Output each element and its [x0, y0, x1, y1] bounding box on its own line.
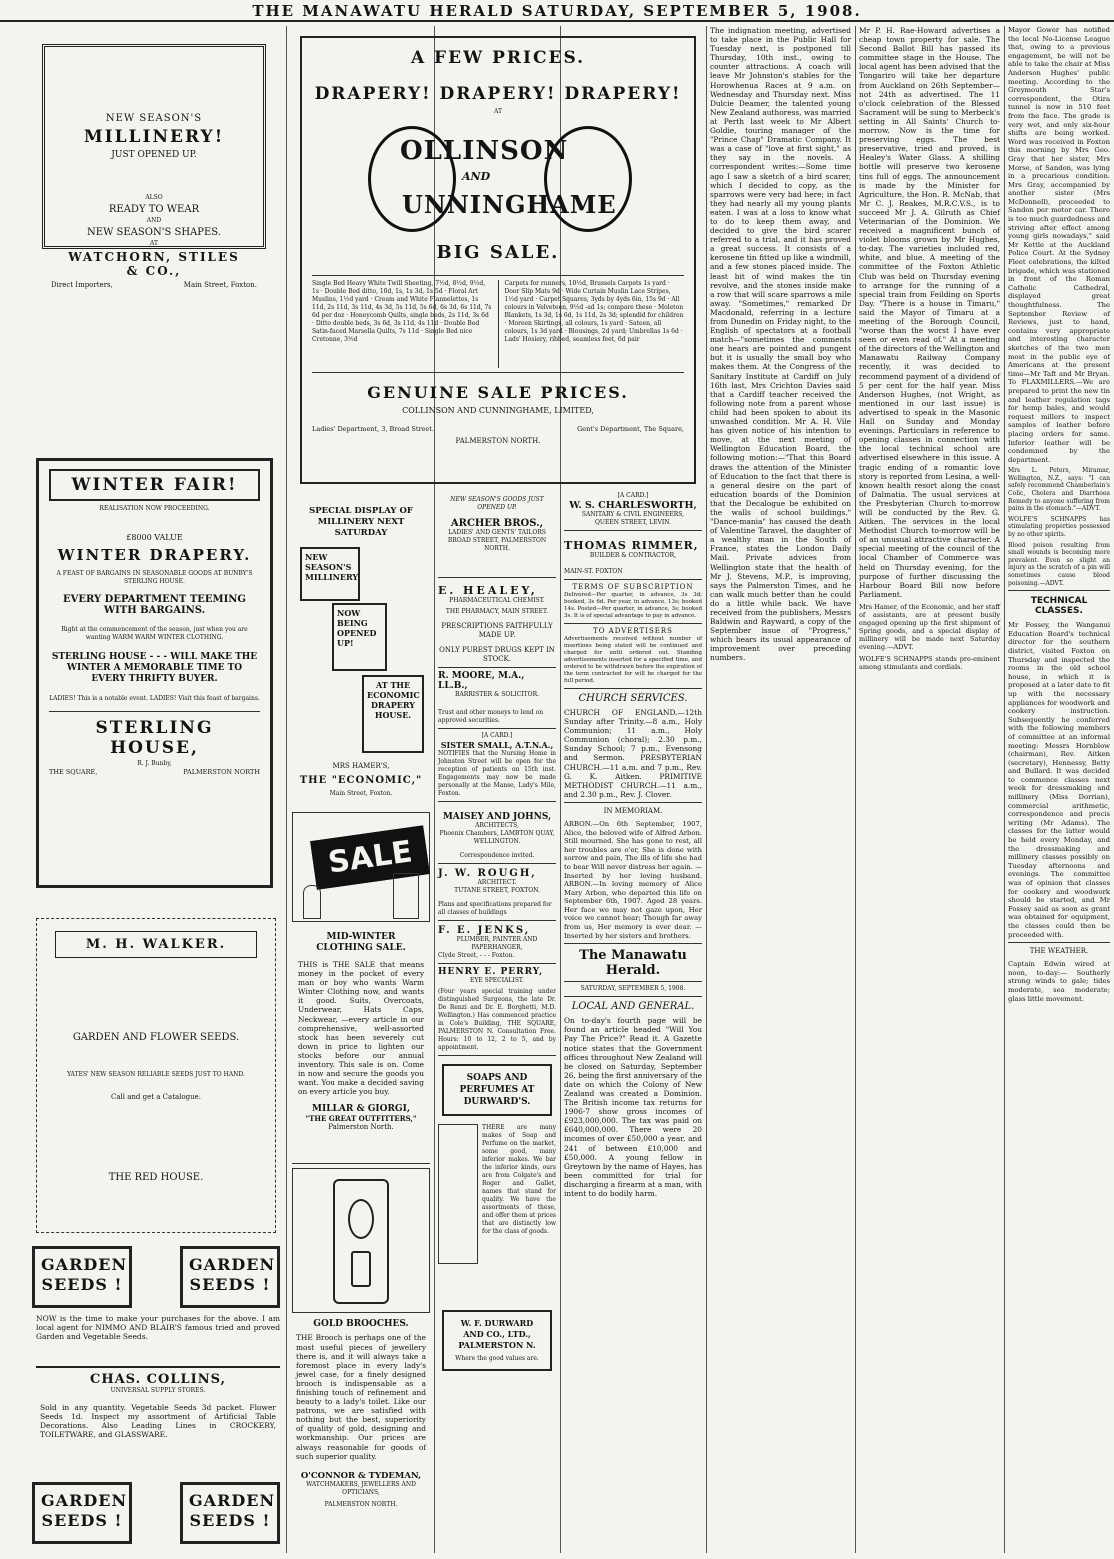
column-4: [A CARD.] W. S. CHARLESWORTH, SANITARY & CIVIL ENGINEERS, QUEEN STREET, LEVIN. THOMAS RIMMER, BUILDER & CONTRACTOR, MAIN-ST. FOXTON TERMS OF SUBSCRIPTION Delivered—Per quarter, in advance, 3s 3d; booked, 3s 6d. Per year, in advance, 13s; booked 14s. Posted—Per quarter, in advance, 3s; booked 3s. It is of special advantage to pay in advance. TO ADVERTISERS Advertisements received without number of insertions being stated will be continued and charged for until ordered out. Standing advertisements inserted for a specified time, and ordered to be withdrawn before the expiration of the term contracted for will be charged for the full period. CHURCH SERVICES. CHURCH OF ENGLAND.—12th Sunday after Trinity.—8 a.m., Holy Communion; 11 a.m., Holy Communion (choral); 2.30 p.m., Sunday School; 7 p.m., Evensong and Sermon. PRESBYTERIAN CHURCH.—11 a.m. and 7 p.m., Rev. G. K. Aitken. PRIMITIVE METHODIST CHURCH.—11 a.m., and 2.30 p.m., Rev. J. Clover. IN MEMORIAM. ARBON.—On 6th September, 1907, Alice, the beloved wife of Alfred Arbon. Still mourned. She has gone to rest, all her troubles are o'er, She is done with sorrow and pain, The ills of life she had to bear Will never distress her again. —Inserted by her loving husband. ARBON.—In loving memory of Alice Mary Arbon, who departed this life on September 6th, 1907. Aged 28 years. Her face we may not gaze upon, Her voice we cannot hear; Though far away from us, Her memory is ever dear. —Inserted by her sisters and brothers. The Manawatu Herald. SATURDAY, SEPTEMBER 5, 1908. LOCAL AND GENERAL. On to-day's fourth page will be found an article headed "Will You Pay The Price?" Read it. A Gazette notice states that the Government offices throughout New Zealand will be closed on Saturday, September 26, being the first anniversary of the date on which the Colony of New Zealand was created a Dominion. The British income tax returns for 1906-7 show gross incomes of £923,000,000. The tax was paid on £640,000,000. There were 20 incomes of over £50,000 a year, and 241 of between £10,000 and £50,000. A young fellow in Greytown by the name of Hayes, has been committed for trial for discharging a firearm at a man, with intent to do bodily harm. — [564, 492, 702, 1199]
advertiser-name: MILLAR & GIORGI, — [312, 1104, 410, 1115]
ad-line: AT — [149, 240, 158, 247]
ladder-sketch — [393, 873, 419, 919]
garden-seeds-text: NOW is the time to make your purchases for the above. I am local agent for NIMMO AND BLAIR'S famous tried and proved Garden and Vegetable Seeds. — [36, 1314, 280, 1341]
ad-text: (Four years special training under distinguished Surgeons, the late Dr. De Renzi and Dr. E. Borghetti, M.D. Wellington.) Has commenced practice in Cole's Building, THE SQUARE, PALMERSTON N. Consultation Free. Hours: 10 to 12, 2 to 5, and by appointment. — [438, 988, 556, 1051]
ad-line: PALMERSTON NORTH. — [324, 1500, 398, 1508]
firm-name-bottom: UNNINGHAME — [402, 190, 617, 219]
ad-line: COLLINSON AND CUNNINGHAME, LIMITED, — [402, 406, 594, 415]
section-heading: THE WEATHER. — [1029, 947, 1089, 956]
garden-seeds-box — [180, 1482, 280, 1544]
column-rule — [706, 26, 707, 1553]
ad-line: A FEAST OF BARGAINS IN SEASONABLE GOODS AT BUNBY'S STERLING HOUSE. — [56, 570, 253, 585]
ad-headline: GARDEN SEEDS ! — [189, 1255, 276, 1294]
newspaper-title: The Manawatu Herald. — [579, 948, 687, 979]
ad-line: THE RED HOUSE. — [108, 1172, 204, 1183]
technical-text: Mr Fossey, the Wanganui Education Board's technical director for the southern district, visited Foxton on Thursday and inspected the rooms in the old school house, in which it is proposed at a later date to fit up with the necessary appliances for woodwork and cookery instruction. Subsequently he conferred with the following members of committee at an informal meeting: Messrs Hornblow (chairman), Rev. Aitken (secretary), Hennessy, Betty and Bullard. It was decided to commence classes next week for dressmaking and millinery (Miss Dorrian), commercial arithmetic, correspondence and precis writing (Mr Adams). The classes for the latter would be held every Monday, and the dressmaking and millinery classes possibly on Tuesday afternoons and evenings. The committee was of opinion that classes for cookery and woodwork should be started, and Mr Fossey said as soon as grant was obtained for equipment, the classes could then be proceeded with. — [1008, 621, 1110, 939]
ad-line: STERLING HOUSE - - - WILL MAKE THE WINTER A MEMORABLE TIME TO EVERY THRIFTY BUYER. — [51, 652, 258, 684]
section-heading: IN MEMORIAM. — [603, 806, 663, 815]
ad-line: Right at the commencement of the season, just when you are wanting WARM WARM WINTER CLOTHING. — [61, 626, 248, 641]
ad-line: PHARMACEUTICAL CHEMIST. — [449, 597, 545, 604]
advertiser-name: F. E. JENKS, — [438, 925, 531, 936]
advt-text: Mrs L. Peters, Miramar, Wellington, N.Z., says: "I can safely recommend Chamberlain's Colic, Cholera and Diarrhoea Remedy to anyone suffering from pains in the stomach."—ADVT. — [1008, 467, 1110, 513]
ad-line: EVERY DEPARTMENT TEEMING WITH BARGAINS. — [63, 594, 246, 616]
ad-line: ARCHITECTS, — [475, 822, 519, 829]
ad-line: Clyde Street, - - - Foxton. — [438, 952, 515, 959]
ad-line: "THE GREAT OUTFITTERS," — [305, 1114, 417, 1124]
church-text: CHURCH OF ENGLAND.—12th Sunday after Trinity.—8 a.m., Holy Communion; 11 a.m., Holy Communion (choral); 2.30 p.m., Sunday School; 7 p.m., Evensong and Sermon. PRESBYTERIAN CHURCH.—11 a.m. and 7 p.m., Rev. G. K. Aitken. PRIMITIVE METHODIST CHURCH.—11 a.m., and 2.30 p.m., Rev. J. Clover. — [564, 708, 702, 799]
ad-headline: BIG SALE. — [436, 242, 560, 263]
news-text: The indignation meeting, advertised to take place in the Public Hall for Tuesday next, is postponed till Thursday, 10th inst., owing to counter attractions. A coach will leave Mr Johnston's stables for the Horowhenua Races at 9 a.m. on Wednesday and Thursday next. Miss Dulcie Deamer, the talented young New Zealand authoress, was married at Perth last week to Mr Albert Goldie, touring manager of the "Prince Chap" Dramatic Company. It was a case of "love at first sight," as they say in the novels. A correspondent writes:—Some time ago I saw a sketch of a bird scarer, which I decided to copy, as the sparrows were very bad here; in fact they had nearly all my young plants eaten. I was at a loss to know what to do to keep them away, and decided to give the bird scarer referred to a trial, and it has proved a great success. It consists of a kerosene tin fitted up like a windmill, and a few stones placed inside. The least bit of wind makes the tin revolve, and the stones inside make a row that will scare sparrows a mile away. "Sometimes," remarked Dr Macdonald, referring in a lecture from Dunedin on Friday night, to the English of spectators at a football match—"sometimes the comments one hears are pointed and pungent but it is usually the small boy who makes them. At the Congress of the Sanitary Institute at Cardiff on July 16th last, Mrs Crichton Davies said that a Cardiff teacher received the following note from a parent whose child had been spoken to about its unwashed condition. Mr A. H. Vile has given notice of his intention to move, at the next meeting of Wellington Education Board, the following motion:—"That this Board draws the attention of the Minister of Education to the fact that there is a general desire on the part of education boards of the Dominion that the Decalogue be exhibited on the walls of school buildings." "Dance-mania" has caused the death of Valentine Taravel, the daughter of a wealthy man in the South of France, states the London Daily Mail. Private advices from Wellington state that the health of Mr J. Stevens, M.P., is improving, says the Palmerston Times, and he can walk much better than he could do a little while back. We have received from the publishers, Messrs Baldwin and Rayward, a copy of the September issue of "Progress," which bears its usual appearance of improvement over preceding numbers. — [710, 26, 851, 663]
ad-text: THE Brooch is perhaps one of the most useful pieces of jewellery there is, and it will always take a foremost place in every lady's jewel case, for a finely designed brooch is indispensable as a finishing touch of refinement and beauty to a lady's toilet. Like our patrons, we are satisfied with nothing but the best, superiority of quality of gold, designing and workmanship. Our prices are always reasonable for goods of such superior quality. — [296, 1333, 426, 1461]
sale-illustration — [292, 812, 430, 922]
garden-seeds-box — [180, 1246, 280, 1308]
ad-line: REALISATION NOW PROCEEDING. — [99, 505, 210, 512]
durward-box — [442, 1310, 552, 1371]
ad-headline: SPECIAL DISPLAY OF MILLINERY NEXT SATURDAY — [309, 506, 413, 538]
ad-headline: DRAPERY! DRAPERY! DRAPERY! — [314, 84, 682, 104]
column-7 — [1008, 26, 1110, 1555]
ad-headline: GARDEN SEEDS ! — [41, 1255, 128, 1294]
ad-line: £8000 VALUE — [126, 533, 183, 542]
advertiser-name: STERLING HOUSE, — [95, 718, 214, 758]
now-opened-box: NOW BEING OPENED UP! — [332, 603, 387, 671]
issue-date: SATURDAY, SEPTEMBER 5, 1908. — [580, 985, 686, 993]
column-5 — [710, 26, 851, 1555]
ad-line: WATCHMAKERS, JEWELLERS AND OPTICIANS, — [306, 1480, 416, 1496]
advertiser-name: HENRY E. PERRY, — [438, 967, 544, 977]
ad-line: AND — [146, 217, 162, 224]
firm-name-top: OLLINSON — [400, 136, 569, 166]
advertiser-name: R. MOORE, M.A., LL.B., — [438, 671, 525, 691]
ad-headline: WINTER DRAPERY. — [57, 546, 252, 564]
section-heading: CHURCH SERVICES. — [578, 693, 688, 704]
advertisers-text: Advertisements received without number of insertions being stated will be continued and charged for until ordered out. Standing advertisements inserted for a specified time, and ordered to be withdrawn before the expiration of the term contracted for will be charged for the full period. — [564, 636, 702, 684]
ad-line: Where the good values are. — [455, 1355, 539, 1362]
news-text: Mayor Gower has notified the local No-License League that, owing to a previous engagement, he will not be able to take the chair at Miss Anderson Hughes' public meeting. According to the Greymouth Star's correspondent, the Otira tunnel is now in 510 feet from the face. The grade is very wet, and only six-hour shifts are being worked. Word was received in Foxton this morning by Mrs Geo. Gray that her sister, Mrs Morse, of Sandon, was lying in a precarious condition. Mrs Gray, accompanied by another sister (Mrs McDonnell), proceeded to Sandon per motor car. There is too much guardedness and striving after effect among young girls nowadays," said Mr Kettle at the Auckland Police Court. At the Sydney Fleet celebrations, the kilted brigade, which was stationed in front of the Roman Catholic Cathedral, displayed great thoughtfulness. The September Review of Reviews, just to hand, contains very appropriate and interesting character sketches of the two men most in the public eye of Americans at the present time—Mr Taft and Mr Bryan. To FLAXMILLERS.—We are prepared to print the new tin and leather regulation tags for hemp bales, and would request millers to inspect samples of leather before placing orders for same. Inferior leather will be condemned by the department. — [1008, 26, 1110, 464]
ad-line: THE PHARMACY, MAIN STREET. — [445, 608, 549, 615]
bunby-winter-fair-ad — [36, 458, 273, 888]
advertiser-name: M. H. WALKER. — [85, 937, 227, 952]
advertiser-name: O'CONNOR & TYDEMAN, — [300, 1470, 422, 1481]
advertiser-name: J. W. ROUGH, — [438, 868, 537, 879]
ad-line: BROAD STREET, PALMERSTON NORTH. — [447, 537, 547, 552]
column-3 — [438, 490, 556, 1555]
ad-line: TUTANE STREET, FOXTON. — [454, 887, 540, 894]
ad-line: AT — [493, 108, 502, 115]
ad-headline: GENUINE SALE PRICES. — [367, 383, 629, 402]
ad-line: PALMERSTON NORTH. — [455, 437, 541, 445]
advt-text: WOLFE'S SCHNAPPS has stimulating properties possessed by no other spirits. — [1008, 515, 1110, 539]
ad-line: LADIES! This is a notable event. LADIES! Visit this feast of bargains. — [49, 695, 260, 702]
ad-line: MRS HAMER'S, — [332, 762, 390, 770]
ad-line: UNIVERSAL SUPPLY STORES. — [110, 1387, 206, 1394]
ad-line: QUEEN STREET, LEVIN. — [594, 519, 672, 526]
ad-line: [A CARD.] — [481, 732, 513, 739]
ad-line: ALSO — [145, 194, 163, 201]
column-rule — [286, 26, 287, 1553]
ad-line: BARRISTER & SOLICITOR. — [454, 691, 539, 698]
advertiser-name: E. HEALEY, — [438, 584, 538, 597]
soaps-box: SOAPS AND PERFUMES AT DURWARD'S. — [442, 1064, 552, 1116]
collins-ad — [36, 1366, 280, 1470]
ad-line: PALMERSTON NORTH — [183, 768, 260, 776]
local-text: On to-day's fourth page will be found an article headed "Will You Pay The Price?" Read it. A Gazette notice states that the Government offices throughout New Zealand will be closed on Saturday, September 26, being the first anniversary of the date on which the Colony of New Zealand was created a Dominion. The British income tax returns for 1906-7 show gross incomes of £923,000,000. The tax was paid on £640,000,000. There were 20 incomes of over £50,000 a year, and 241 of between £10,000 and £50,000. A young fellow in Greytown by the name of Hayes, has been committed for trial for discharging a firearm at a man, with intent to do bodily harm. — [564, 1016, 702, 1199]
watchorn-millinery-ad — [42, 44, 266, 289]
ad-line: Phoenix Chambers, LAMBTON QUAY, WELLINGTON. — [439, 830, 555, 845]
advertiser-name: WATCHORN, STILES — [68, 250, 240, 264]
ad-text: Sold in any quantity. Vegetable Seeds 3d packet. Flower Seeds 1d. Inspect my assortment of Artificial Table Decorations. Also Leading Lines in CROCKERY, TOILETWARE, and GLASSWARE. — [40, 1403, 276, 1439]
ad-line: JUST OPENED UP. — [111, 150, 197, 160]
ad-line: PRESCRIPTIONS FAITHFULLY MADE UP. — [441, 622, 553, 639]
ad-headline: GARDEN SEEDS ! — [41, 1491, 128, 1530]
ad-line: R. J. Bunby, — [137, 760, 172, 767]
section-heading: LOCAL AND GENERAL. — [571, 1001, 695, 1013]
column-rule — [855, 26, 856, 1553]
ad-line: Gent's Department, The Square, — [577, 425, 684, 433]
memoriam-text: ARBON.—On 6th September, 1907, Alice, the beloved wife of Alfred Arbon. Still mourned. She has gone to rest, all her troubles are o'er, She is done with sorrow and pain, The ills of life she had to bear Will never distress her again. —Inserted by her loving husband. ARBON.—In loving memory of Alice Mary Arbon, who departed this life on September 6th, 1907. Aged 28 years. Her face we may not gaze upon, Her voice we cannot hear; Though far away from us, Her memory is ever dear. —Inserted by her sisters and brothers. — [564, 819, 702, 940]
ad-text: Plans and specifications prepared for all classes of buildings — [438, 901, 552, 916]
ad-line: YATES' NEW SEASON RELIABLE SEEDS JUST TO HAND. — [67, 1071, 245, 1078]
advertiser-name: CHAS. COLLINS, — [89, 1372, 227, 1387]
ad-line: Palmerston North. — [328, 1123, 394, 1132]
ad-line: GARDEN AND FLOWER SEEDS. — [72, 1032, 240, 1043]
new-season-box: NEW SEASON'S MILLINERY — [300, 547, 360, 601]
price-list-left: Single Bed Heavy White Twill Sheeting, 7½d, 8½d, 9½d, 1s · Double Bed ditto, 10d, 1s, 1s 3d, 1s 5d · Floral Art Muslins, 1½d yard · Cream and White Flannelettes, 1s 11d, 2s 11d, 3s 11d, 4s 3d, 5s 11d, 5s 6d, 6s 3d, 6s 11d, 7s 6d per doz · Honeycomb Quilts, single beds, 2s 11d, 3s 6d · Ditto double beds, 3s 6d, 3s 11d, 4s 11d · Double Bed Satin-faced Marsella Quilts, 7s 11d · Single Bed nice Cretonne, 3½d — [312, 280, 499, 368]
advt-text: Mrs Hamer, of the Economic, and her staff of assistants, are at present busily engaged opening up the first shipment of Spring goods, and a special display of millinery will be made next Saturday evening.—ADVT. — [859, 602, 1000, 651]
section-heading: TO ADVERTISERS — [593, 627, 673, 635]
brooch-clasp-icon — [351, 1251, 371, 1287]
ad-line: ONLY PUREST DRUGS KEPT IN STOCK. — [439, 646, 555, 663]
ad-line: Direct Importers, — [51, 281, 113, 289]
ad-line: Ladies' Department, 3, Broad Street. — [312, 425, 434, 433]
weather-text: Captain Edwin wired at noon, to-day:— Southerly strong winds to gale; tides moderate, sea moderate; glass little movement. — [1008, 960, 1110, 1003]
advt-text: WOLFE'S SCHNAPPS stands pre-eminent among stimulants and cordials. — [859, 654, 1000, 671]
column-2 — [292, 490, 430, 1555]
ad-line: LADIES' AND GENTS' TAILORS — [448, 529, 546, 536]
ad-line: ARCHITECT. — [477, 879, 517, 886]
ad-line: THE SQUARE, — [49, 768, 98, 776]
sale-sign: SALE — [310, 825, 430, 889]
brooch-illustration — [292, 1168, 430, 1313]
ad-headline: MID-WINTER CLOTHING SALE. — [316, 932, 406, 953]
ad-line: NEW SEASON'S SHAPES. — [87, 227, 221, 238]
advertiser-name: MAISEY AND JOHNS, — [442, 812, 552, 822]
ad-line: NEW SEASON'S GOODS JUST OPENED UP. — [450, 496, 544, 511]
ad-headline: GARDEN SEEDS ! — [189, 1491, 276, 1530]
ad-headline: GOLD BROOCHES. — [313, 1319, 409, 1330]
ad-line: READY TO WEAR — [108, 204, 200, 215]
ad-text: THERE are many makes of Soap and Perfume on the market, some good, many inferior makes. We bar the inferior kinds, ours are from Colgate's and Roger and Gallet, names that stand for quality. We have the assortments of these, and offer them at prices that are distinctly low for the class of goods. — [482, 1124, 556, 1235]
ad-line: Main Street, Foxton. — [183, 281, 257, 289]
figure-sketch — [303, 885, 321, 919]
masthead: THE MANAWATU HERALD SATURDAY, SEPTEMBER 5, 1908. — [0, 0, 1114, 22]
ad-line: NEW SEASON'S — [105, 113, 203, 124]
ad-text: NOTIFIES that the Nursing Home in Johnston Street will be open for the reception of patients on 15th inst. Engagements may now be made personally at the Manse, Lady's Mile, Foxton. — [438, 750, 556, 797]
soap-illustration — [438, 1124, 478, 1264]
advertiser-name: W. S. CHARLESWORTH, — [569, 500, 697, 511]
advertiser-name: SISTER SMALL, A.T.N.A., — [440, 740, 554, 750]
ad-line: SANITARY & CIVIL ENGINEERS, — [581, 511, 685, 518]
news-text: Mr P. H. Rae-Howard advertises a cheap town property for sale. The Second Ballot Bill has passed its committee stage in the House. The local agent has been advised that the Tongariro will take her departure from Auckland on 26th September—not 24th as advertised. The 11 o'clock celebration of the Blessed Sacrament will be sung to Merbeck's setting in All Saints' Church to-morrow. Now is the time for preserving eggs. The best preservative, tried and proved, is Healey's Water Glass. A shilling bottle will preserve two kerosene tins full of eggs. The announcement is made by the Minister for Agriculture, the Hon. R. McNab, that Mr C. J. Reakes, M.R.C.V.S., is to succeed Mr J. A. Gilruth as Chief Veterinarian of the Dominion. We received a magnificent bunch of violet blooms grown by Mr Hughes, to-day. The varieties included red, white, and blue. A meeting of the committee of the Foxton Athletic Club was held on Thursday evening to arrange for the running of a special train from Feilding on Sports Day. "There is a house in Timaru," said the Mayor of Timaru at a meeting of the Borough Council, "worse than the worst I have ever seen or even read of." At a meeting of the directors of the Wellington and Manawatu Railway Company recently, it was decided to recommend payment of a dividend of 5 per cent for the half year. Miss Anderson Hughes, (not Wright, as mentioned in our last issue) is advertised to speak in the Masonic Hall on Sunday and Monday evenings. Particulars in reference to opening classes in connection with the local technical school are advertised elsewhere in this issue. A tragic ending of a romantic love story is reported from Lesina, a well-known health resort along the coast of Dalmatia. The usual services at the Presbyterian Church to-morrow will be conducted by the Rev. G. Aitken. The services in the local Methodist Church to-morrow will be of an unusual attractive character. A special meeting of the council of the local Chamber of Commerce was held on Thursday evening, for the purpose of further discussing the Harbour Board Bill now before Parliament. — [859, 26, 1000, 599]
garden-seeds-box — [32, 1246, 132, 1308]
section-heading: TERMS OF SUBSCRIPTION — [572, 583, 694, 591]
ad-line: Main Street, Foxton. — [329, 790, 393, 797]
column-rule — [1004, 26, 1005, 1553]
price-list-right: Carpets for runners, 10½d, Brussels Carpets 1s yard · Door Slip Mats 9d · Wide Curtain Muslin Lace Stripes, 1½d yard · Carpet Squares, 3yds by 4yds 6in, 15s 9d · All colours in Velveteen, 9½d -ad 1s; compare these · Moleton Blankets, 1s 3d, 1s 6d, 1s 11d, 2s 3d; splendid for children · Moreen Skirtings, all colours, 1s yard · Sateen, all colours, 1s 3d yard · Blousings, 2d yard; Umbrellas 1s 6d · Lads' Hosiery, ribbed, seamless feet, 6d pair — [504, 280, 684, 343]
advertiser-name: W. F. DURWARD AND CO., LTD., PALMERSTON N. — [458, 1318, 536, 1350]
advertiser-name: THOMAS RIMMER, — [564, 539, 699, 552]
garden-seeds-box — [32, 1482, 132, 1544]
ad-line: EYE SPECIALIST. — [470, 977, 524, 984]
ad-text: Trust and other moneys to lend on approved securities. — [438, 709, 544, 724]
walker-seeds-ad — [36, 918, 276, 1233]
ad-headline: MILLINERY! — [83, 127, 225, 147]
advertiser-name: ARCHER BROS., — [450, 518, 544, 529]
section-heading: TECHNICAL CLASSES. — [1030, 596, 1088, 617]
ad-headline: A FEW PRICES. — [410, 48, 586, 68]
column-6 — [859, 26, 1000, 1555]
economic-house-box: AT THE ECONOMIC DRAPERY HOUSE. — [362, 675, 424, 753]
advertiser-name: & CO., — [126, 264, 182, 278]
ad-line: MAIN-ST. FOXTON — [564, 568, 623, 575]
ad-text: THIS is THE SALE that means money in the pocket of every man or boy who wants Warm Winter Clothing now, and wants it good. Suits, Overcoats, Underwear, Hats Caps, Neckwear, —every article in our comprehensive, well-assorted stock has been severely cut down in price to lighten our stocks before our annual inventory. This sale is on. Come in now and secure the goods you want. You make a decided saving on every article you buy. — [298, 960, 424, 1097]
ad-line: Call and get a Catalogue. — [110, 1093, 201, 1101]
terms-text: Delivered—Per quarter, in advance, 3s 3d; booked, 3s 6d. Per year, in advance, 13s; booked 14s. Posted—Per quarter, in advance, 3s; booked 3s. It is of special advantage to pay in advance. — [564, 592, 702, 619]
ad-line: PLUMBER, PAINTER AND PAPERHANGER, — [456, 936, 538, 951]
collinson-cunninghame-ad — [300, 36, 696, 484]
ad-line: BUILDER & CONTRACTOR, — [589, 552, 677, 559]
ad-headline: WINTER FAIR! — [71, 475, 238, 495]
advt-text: Blood poison resulting from small wounds is becoming more prevalent. Even so slight an injury as the scratch of a pin will sometimes cause blood poisoning.—ADVT. — [1008, 541, 1110, 587]
firm-name-and: AND — [462, 170, 491, 183]
advertiser-name: THE "ECONOMIC," — [299, 775, 423, 786]
ad-line: Correspondence invited. — [459, 852, 535, 859]
